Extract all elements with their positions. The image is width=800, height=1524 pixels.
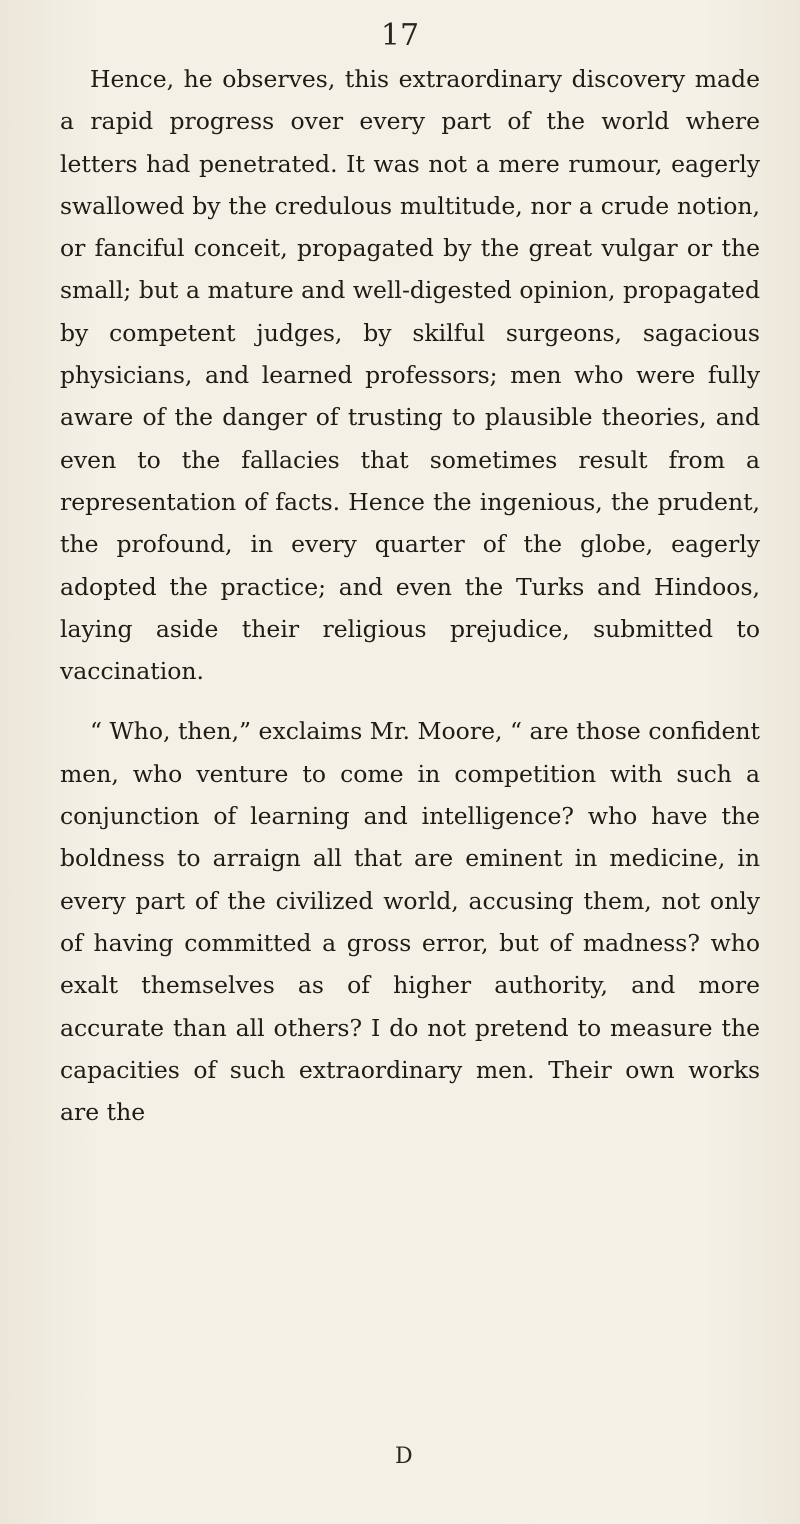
paragraph-2: “ Who, then,” exclaims Mr. Moore, “ are those confident men, who venture to come in competition with such a conjunction of learning and intelligence? who have the boldness to arraign all that are eminent in medicine, in every part of the civilized world, accusing them, not only of having committed a gross error, but of madness? who exalt themselves as of higher authority, and more accurate than all others? I do not pretend to measure the capacities of such extraordinary men. Their own works are the — [60, 717, 760, 1127]
paragraph-1: Hence, he observes, this extraordinary discovery made a rapid progress over every part of the world where letters had penetrated. It was not a mere rumour, eagerly swallowed by the credulous multitude, nor a crude notion, or fanciful conceit, propagated by the great vulgar or the small; but a mature and well-digested opinion, propagated by competent judges, by skilful surgeons, sagacious physicians, and learned professors; men who were fully aware of the danger of trusting to plausible theories, and even to the fallacies that sometimes result from a representation of facts. Hence the ingenious, the prudent, the profound, in every quarter of the globe, eagerly adopted the practice; and even the Turks and Hindoos, laying aside their religious prejudice, submitted to vaccination. — [60, 65, 760, 686]
page-number: 17 — [380, 18, 420, 53]
body-text — [60, 58, 760, 1133]
signature-mark: D — [395, 1444, 413, 1469]
